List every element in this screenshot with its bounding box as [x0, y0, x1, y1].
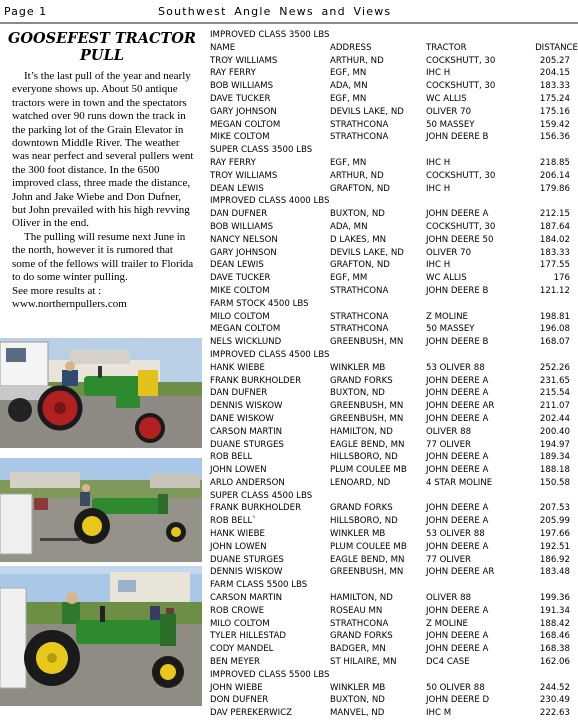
puller-name: DAV PEREKERWICZ: [210, 708, 293, 719]
name-header: NAME: [210, 42, 236, 53]
puller-name: TROY WILLIAMS: [210, 55, 278, 66]
tractor-model: JOHN DEERE A: [426, 465, 489, 476]
pull-distance: 150.58: [539, 477, 570, 488]
tractor-model: Z MOLINE: [426, 311, 468, 322]
result-row: [210, 592, 578, 605]
result-row: [210, 247, 578, 260]
puller-address: STRATHCONA: [330, 311, 389, 322]
pull-distance: 205.99: [539, 516, 570, 527]
puller-name: MEGAN COLTOM: [210, 119, 281, 130]
tractor-model: OLIVER 70: [426, 247, 472, 258]
result-row: [210, 630, 578, 643]
tractor-model: 53 OLIVER 88: [426, 529, 485, 540]
photo-john-deere-closeup: [0, 566, 202, 706]
puller-address: EGF, MN: [330, 157, 367, 168]
class-title-text: IMPROVED CLASS 4000 LBS: [210, 196, 330, 207]
page-header: [0, 0, 578, 26]
pull-distance: 212.15: [539, 209, 570, 220]
result-row: [210, 707, 578, 720]
tractor-model: JOHN DEERE AR: [426, 401, 495, 412]
result-row: [210, 55, 578, 68]
tractor-model: JOHN DEERE A: [426, 413, 489, 424]
result-row: [210, 643, 578, 656]
tractor-model: JOHN DEERE AR: [426, 567, 495, 578]
tractor-model: JOHN DEERE A: [426, 375, 489, 386]
pull-distance: 175.24: [539, 93, 570, 104]
result-row: [210, 80, 578, 93]
puller-address: BUXTON, ND: [330, 388, 385, 399]
result-row: [210, 323, 578, 336]
puller-name: NELS WICKLUND: [210, 337, 282, 348]
pull-distance: 204.15: [539, 68, 570, 79]
puller-address: ADA, MN: [330, 81, 368, 92]
result-row: [210, 477, 578, 490]
puller-address: EGF, MN: [330, 68, 367, 79]
result-row: [210, 387, 578, 400]
tractor-model: JOHN DEERE A: [426, 541, 489, 552]
pull-distance: 168.46: [539, 631, 570, 642]
class-title-text: SUPER CLASS 4500 LBS: [210, 490, 313, 501]
pull-distance: 183.33: [539, 247, 570, 258]
pull-distance: 198.81: [539, 311, 570, 322]
result-row: [210, 554, 578, 567]
puller-address: WINKLER MB: [330, 362, 386, 373]
tractor-model: IHC H: [426, 183, 451, 194]
puller-name: BOB WILLIAMS: [210, 81, 274, 92]
class-title: [210, 144, 578, 157]
puller-name: TYLER HILLESTAD: [210, 631, 286, 642]
result-row: [210, 234, 578, 247]
result-row: [210, 183, 578, 196]
tractor-model: 4 STAR MOLINE: [426, 477, 493, 488]
puller-address: GREENBUSH, MN: [330, 337, 404, 348]
pull-distance: 168.38: [539, 644, 570, 655]
photo-john-deere-tractor: [0, 458, 202, 562]
puller-name: MEGAN COLTOM: [210, 324, 281, 335]
pull-distance: 199.36: [539, 593, 570, 604]
pull-distance: 176: [553, 273, 570, 284]
tractor-model: JOHN DEERE B: [426, 285, 489, 296]
pull-distance: 184.02: [539, 234, 570, 245]
puller-name: NANCY NELSON: [210, 234, 278, 245]
tractor-header: TRACTOR: [426, 42, 467, 53]
pull-distance: 206.14: [539, 170, 570, 181]
publication-title: Southwest Angle News and Views: [158, 5, 392, 18]
article-title: GOOSEFEST TRACTOR PULL: [8, 30, 196, 64]
class-title: [210, 298, 578, 311]
tractor-model: Z MOLINE: [426, 618, 468, 629]
pull-distance: 168.07: [539, 337, 570, 348]
result-row: [210, 682, 578, 695]
tractor-model: JOHN DEERE B: [426, 337, 489, 348]
pull-distance: 222.63: [539, 708, 570, 719]
result-row: [210, 375, 578, 388]
class-title-text: SUPER CLASS 3500 LBS: [210, 145, 313, 156]
puller-address: GREENBUSH, MN: [330, 567, 404, 578]
puller-address: HILLSBORO, ND: [330, 516, 398, 527]
puller-name: DENNIS WISKOW: [210, 401, 283, 412]
tractor-model: IHC M: [426, 708, 452, 719]
pull-distance: 191.34: [539, 605, 570, 616]
tractor-model: JOHN DEERE A: [426, 644, 489, 655]
class-title-text: FARM CLASS 5500 LBS: [210, 580, 308, 591]
result-row: [210, 515, 578, 528]
result-row: [210, 566, 578, 579]
class-title: [210, 195, 578, 208]
puller-address: EGF, MN: [330, 93, 367, 104]
puller-name: CARSON MARTIN: [210, 426, 283, 437]
tractor-model: DC4 CASE: [426, 657, 470, 668]
pull-distance: 205.27: [539, 55, 570, 66]
puller-name: DAN DUFNER: [210, 209, 268, 220]
pull-distance: 187.64: [539, 221, 570, 232]
puller-name: TROY WILLIAMS: [210, 170, 278, 181]
pull-distance: 252.26: [539, 362, 570, 373]
tractor-model: 50 OLIVER 88: [426, 682, 485, 693]
puller-address: HILLSBORO, ND: [330, 452, 398, 463]
result-row: [210, 157, 578, 170]
puller-address: EAGLE BEND, MN: [330, 439, 405, 450]
tractor-model: COCKSHUTT, 30: [426, 221, 496, 232]
tractor-model: 53 OLIVER 88: [426, 362, 485, 373]
pull-distance: 186.92: [539, 554, 570, 565]
puller-address: ARTHUR, ND: [330, 55, 384, 66]
puller-name: DEAN LEWIS: [210, 260, 264, 271]
tractor-model: JOHN DEERE A: [426, 605, 489, 616]
puller-name: FRANK BURKHOLDER: [210, 375, 302, 386]
puller-name: GARY JOHNSON: [210, 247, 277, 258]
tractor-model: WC ALLIS: [426, 273, 467, 284]
pull-distance: 218.85: [539, 157, 570, 168]
puller-address: GRAND FORKS: [330, 375, 393, 386]
tractor-model: JOHN DEERE A: [426, 452, 489, 463]
pull-distance: 175.16: [539, 106, 570, 117]
result-row: [210, 336, 578, 349]
puller-address: BUXTON, ND: [330, 209, 385, 220]
puller-name: MILO COLTOM: [210, 311, 270, 322]
pull-distance: 194.97: [539, 439, 570, 450]
class-title: [210, 490, 578, 503]
tractor-model: IHC H: [426, 68, 451, 79]
column-headers: [210, 42, 578, 55]
result-row: [210, 439, 578, 452]
puller-address: STRATHCONA: [330, 119, 389, 130]
tractor-model: 50 MASSEY: [426, 324, 475, 335]
result-row: [210, 694, 578, 707]
result-row: [210, 502, 578, 515]
tractor-model: COCKSHUTT, 30: [426, 170, 496, 181]
result-row: [210, 426, 578, 439]
pull-distance: 196.08: [539, 324, 570, 335]
result-row: [210, 464, 578, 477]
puller-name: DUANE STURGES: [210, 554, 284, 565]
pull-distance: 231.65: [539, 375, 570, 386]
puller-name: BOB WILLIAMS: [210, 221, 274, 232]
result-row: [210, 451, 578, 464]
puller-address: STRATHCONA: [330, 132, 389, 143]
pull-distance: 188.42: [539, 618, 570, 629]
pull-distance: 188.18: [539, 465, 570, 476]
pull-distance: 183.33: [539, 81, 570, 92]
puller-address: DEVILS LAKE, ND: [330, 106, 404, 117]
pull-distance: 211.07: [539, 401, 570, 412]
puller-name: JOHN LOWEN: [210, 541, 267, 552]
result-row: [210, 131, 578, 144]
puller-address: GRAND FORKS: [330, 631, 393, 642]
puller-name: HANK WIEBE: [210, 362, 265, 373]
result-row: [210, 618, 578, 631]
result-row: [210, 285, 578, 298]
class-title: [210, 669, 578, 682]
article-paragraph: It’s the last pull of the year and nearly everyone shows up. About 50 antique tractors were in town and the spectators watched over 90 runs down the track in the parking lot of the Grain Elevator in downtown Middle River. The weather was near perfect and several pullers went the 300 foot distance. In the 6500 improved class, three made the distance, John and Jake Wiebe and Don Dufner, but John prevailed with his high revving Oliver in the end.: [12, 70, 194, 230]
puller-address: GRAFTON, ND: [330, 260, 390, 271]
puller-name: GARY JOHNSON: [210, 106, 277, 117]
pull-distance: 200.40: [539, 426, 570, 437]
puller-address: ADA, MN: [330, 221, 368, 232]
pull-distance: 230.49: [539, 695, 570, 706]
result-row: [210, 311, 578, 324]
article-column: [0, 28, 204, 311]
puller-address: GRAFTON, ND: [330, 183, 390, 194]
puller-name: MIKE COLTOM: [210, 285, 270, 296]
result-row: [210, 119, 578, 132]
pull-distance: 192.51: [539, 541, 570, 552]
result-row: [210, 208, 578, 221]
class-title: [210, 349, 578, 362]
puller-name: JOHN WIEBE: [210, 682, 263, 693]
puller-name: JOHN LOWEN: [210, 465, 267, 476]
tractor-model: IHC H: [426, 260, 451, 271]
puller-address: GREENBUSH, MN: [330, 401, 404, 412]
class-title-text: IMPROVED CLASS 5500 LBS: [210, 669, 330, 680]
puller-address: WINKLER MB: [330, 682, 386, 693]
result-row: [210, 528, 578, 541]
page-number: Page 1: [4, 5, 48, 18]
puller-name: DON DUFNER: [210, 695, 269, 706]
photo-oliver-tractor: [0, 338, 202, 448]
puller-name: CODY MANDEL: [210, 644, 274, 655]
tractor-model: JOHN DEERE A: [426, 503, 489, 514]
distance-header: DISTANCE: [535, 42, 578, 53]
pull-distance: 121.12: [539, 285, 570, 296]
class-title: [210, 29, 578, 42]
pull-distance: 207.53: [539, 503, 570, 514]
article-more-results: See more results at : www.northernpullers.com: [12, 284, 127, 310]
puller-address: BADGER, MN: [330, 644, 386, 655]
puller-address: ST HILAIRE, MN: [330, 657, 397, 668]
result-row: [210, 656, 578, 669]
puller-address: STRATHCONA: [330, 618, 389, 629]
pull-distance: 177.55: [539, 260, 570, 271]
tractor-model: JOHN DEERE 50: [426, 234, 494, 245]
puller-address: EAGLE BEND, MN: [330, 554, 405, 565]
result-row: [210, 400, 578, 413]
puller-name: CARSON MARTIN: [210, 593, 283, 604]
puller-name: DEAN LEWIS: [210, 183, 264, 194]
puller-name: FRANK BURKHOLDER: [210, 503, 302, 514]
puller-address: HAMILTON, ND: [330, 593, 393, 604]
pull-distance: 156.36: [539, 132, 570, 143]
puller-address: LENOARD, ND: [330, 477, 391, 488]
tractor-model: JOHN DEERE A: [426, 209, 489, 220]
article-paragraph: The pulling will resume next June in the north, however it is rumored that some of the fellows will trailer to Florida to do some winter pulling.: [12, 230, 194, 284]
result-row: [210, 106, 578, 119]
pull-distance: 197.66: [539, 529, 570, 540]
class-title: [210, 579, 578, 592]
tractor-model: JOHN DEERE D: [426, 695, 490, 706]
puller-name: ROB BELL`: [210, 516, 257, 527]
puller-address: HAMILTON, ND: [330, 426, 393, 437]
puller-name: DAN DUFNER: [210, 388, 268, 399]
tractor-model: COCKSHUTT, 30: [426, 81, 496, 92]
result-row: [210, 541, 578, 554]
puller-address: D LAKES, MN: [330, 234, 387, 245]
puller-name: DAVE TUCKER: [210, 93, 271, 104]
puller-name: DANE WISKOW: [210, 413, 274, 424]
puller-name: BEN MEYER: [210, 657, 260, 668]
puller-name: MILO COLTOM: [210, 618, 270, 629]
puller-address: BUXTON, ND: [330, 695, 385, 706]
tractor-model: 50 MASSEY: [426, 119, 475, 130]
puller-address: GREENBUSH, MN: [330, 413, 404, 424]
class-title-text: IMPROVED CLASS 4500 LBS: [210, 349, 330, 360]
tractor-model: COCKSHUTT, 30: [426, 55, 496, 66]
pull-distance: 162.06: [539, 657, 570, 668]
address-header: ADDRESS: [330, 42, 372, 53]
pull-distance: 183.48: [539, 567, 570, 578]
result-row: [210, 362, 578, 375]
class-title-text: FARM STOCK 4500 LBS: [210, 298, 309, 309]
pull-results: [210, 29, 578, 720]
tractor-model: IHC H: [426, 157, 451, 168]
tractor-model: JOHN DEERE A: [426, 388, 489, 399]
puller-address: DEVILS LAKE, ND: [330, 247, 404, 258]
puller-name: ARLO ANDERSON: [210, 477, 285, 488]
puller-address: WINKLER MB: [330, 529, 386, 540]
result-row: [210, 93, 578, 106]
tractor-model: OLIVER 88: [426, 593, 472, 604]
pull-distance: 179.86: [539, 183, 570, 194]
puller-address: STRATHCONA: [330, 285, 389, 296]
puller-address: PLUM COULEE MB: [330, 541, 407, 552]
puller-address: ROSEAU MN: [330, 605, 383, 616]
pull-distance: 244.52: [539, 682, 570, 693]
tractor-model: JOHN DEERE B: [426, 132, 489, 143]
tractor-model: OLIVER 70: [426, 106, 472, 117]
puller-name: HANK WIEBE: [210, 529, 265, 540]
article-body: [12, 70, 196, 311]
puller-name: RAY FERRY: [210, 157, 256, 168]
puller-name: DENNIS WISKOW: [210, 567, 283, 578]
class-title-text: IMPROVED CLASS 3500 LBS: [210, 30, 330, 40]
result-row: [210, 259, 578, 272]
tractor-model: OLIVER 88: [426, 426, 472, 437]
puller-address: GRAND FORKS: [330, 503, 393, 514]
header-rule: [0, 22, 578, 24]
tractor-model: 77 OLIVER: [426, 554, 472, 565]
result-row: [210, 221, 578, 234]
pull-distance: 215.54: [539, 388, 570, 399]
tractor-model: WC ALLIS: [426, 93, 467, 104]
puller-address: STRATHCONA: [330, 324, 389, 335]
result-row: [210, 170, 578, 183]
pull-distance: 202.44: [539, 413, 570, 424]
puller-address: MANVEL, ND: [330, 708, 385, 719]
pull-distance: 159.42: [539, 119, 570, 130]
puller-name: MIKE COLTOM: [210, 132, 270, 143]
puller-address: PLUM COULEE MB: [330, 465, 407, 476]
tractor-model: JOHN DEERE A: [426, 631, 489, 642]
puller-address: ARTHUR, ND: [330, 170, 384, 181]
pull-distance: 189.34: [539, 452, 570, 463]
result-row: [210, 605, 578, 618]
result-row: [210, 67, 578, 80]
puller-name: DAVE TUCKER: [210, 273, 271, 284]
tractor-model: JOHN DEERE A: [426, 516, 489, 527]
puller-name: ROB BELL: [210, 452, 253, 463]
result-row: [210, 413, 578, 426]
puller-address: EGF, MM: [330, 273, 368, 284]
result-row: [210, 272, 578, 285]
puller-name: RAY FERRY: [210, 68, 256, 79]
puller-name: DUANE STURGES: [210, 439, 284, 450]
puller-name: ROB CROWE: [210, 605, 265, 616]
tractor-model: 77 OLIVER: [426, 439, 472, 450]
